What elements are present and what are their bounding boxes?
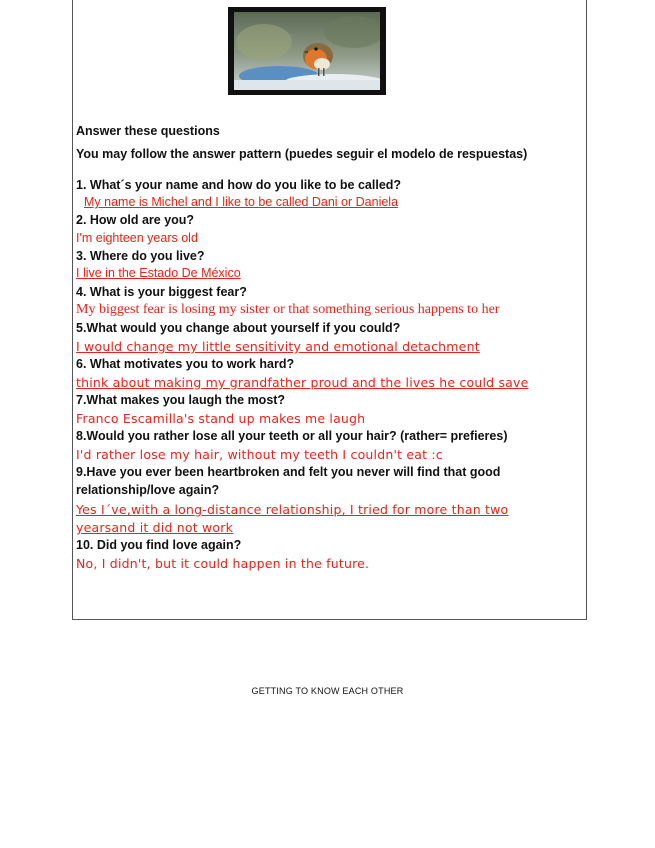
answer-10: No, I didn't, but it could happen in the future. [76,556,370,571]
question-4: 4. What is your biggest fear? [76,285,247,299]
answer-3: I live in the Estado De México [76,266,241,280]
question-3: 3. Where do you live? [76,249,205,263]
answer-1: My name is Michel and I like to be called Dani or Daniela [84,195,399,209]
answer-5: I would change my little sensitivity and emotional detachment [76,339,480,354]
answer-4: My biggest fear is losing my sister or that something serious happens to her [76,302,500,317]
question-7: 7.What makes you laugh the most? [76,393,286,407]
robin-bird-photo [228,7,386,95]
answer-9-line-2: yearsand it did not work [76,520,234,535]
page-footer: GETTING TO KNOW EACH OTHER [251,686,404,696]
answer-6: think about making my grandfather proud and the lives he could save [76,375,529,390]
question-9-line-2: relationship/love again? [76,483,220,497]
question-10: 10. Did you find love again? [76,538,242,552]
answer-8: I'd rather lose my hair, without my teeth I couldn't eat :c [76,447,443,462]
question-6: 6. What motivates you to work hard? [76,357,295,371]
question-9-line-1: 9.Have you ever been heartbroken and felt you never will find that good [76,465,501,479]
question-8: 8.Would you rather lose all your teeth or all your hair? (rather= prefieres) [76,429,508,443]
answer-7: Franco Escamilla's stand up makes me laugh [76,411,366,426]
question-2: 2. How old are you? [76,213,195,227]
answer-2: I'm eighteen years old [76,231,198,245]
instruction-subtitle: You may follow the answer pattern (puedes seguir el modelo de respuestas) [76,147,528,161]
instruction-title: Answer these questions [76,124,220,138]
question-1: 1. What´s your name and how do you like to be called? [76,178,402,192]
answer-9-line-1: Yes I´ve,with a long-distance relationship, I tried for more than two [76,502,509,517]
question-5: 5.What would you change about yourself if you could? [76,321,401,335]
bird-photo-icon [234,12,380,90]
